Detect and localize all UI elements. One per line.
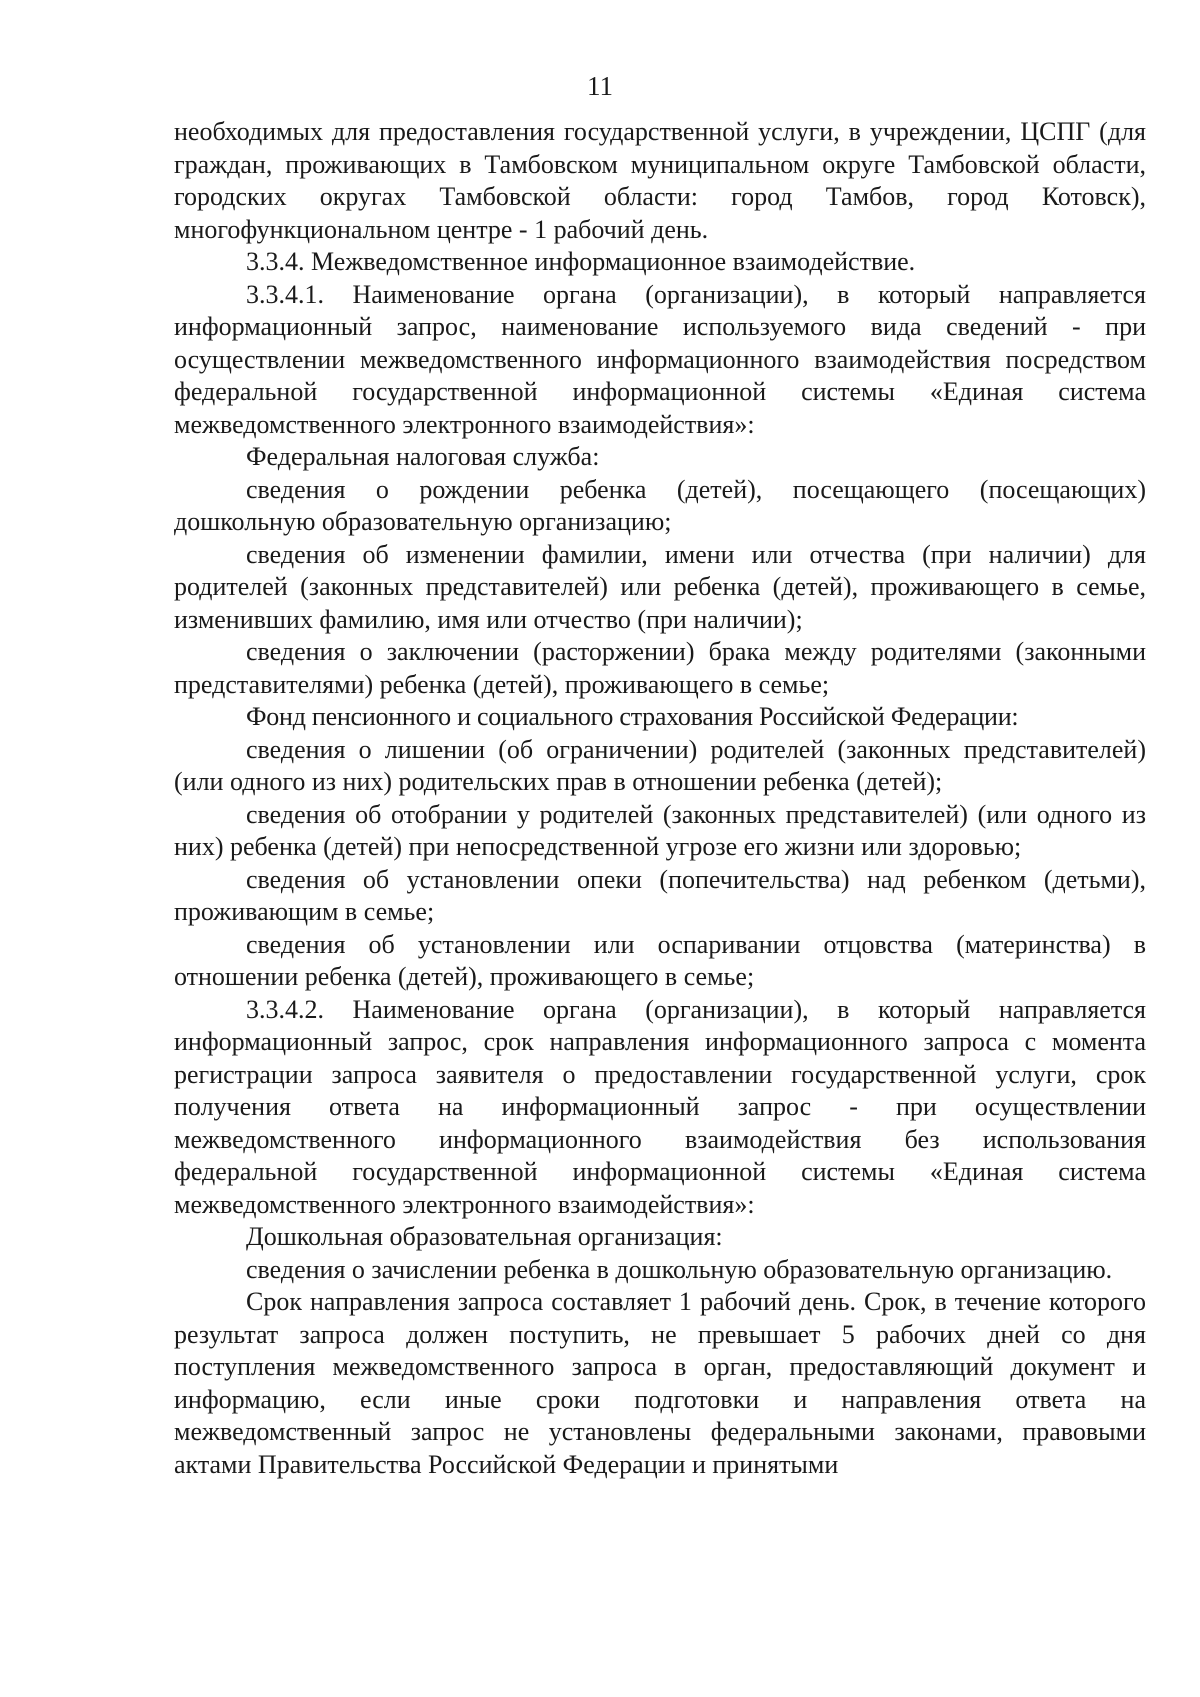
paragraph: 3.3.4.2. Наименование органа (организации), в который направляется информационный запрос, срок направления информационного запроса с момента регистрации запроса заявителя о предоставлении государственной услуги, срок получения ответа на информационный запрос - при осуществлении межведомственного информационного взаимодействия без использования федеральной государственной информационной системы «Единая система межведомственного электронного взаимодействия»: [174, 994, 1146, 1219]
list-item: сведения об установлении или оспаривании отцовства (материнства) в отношении ребенка (детей), проживающего в семье; [174, 929, 1146, 991]
document-body [174, 116, 1146, 1481]
agency-heading: Федеральная налоговая служба: [246, 442, 600, 471]
list-item: сведения об установлении опеки (попечительства) над ребенком (детьми), проживающим в семье; [174, 864, 1146, 926]
list-item: сведения о заключении (расторжении) брака между родителями (законными представителями) ребенка (детей), проживающего в семье; [174, 637, 1146, 699]
paragraph: 3.3.4.1. Наименование органа (организации), в который направляется информационный запрос, наименование используемого вида сведений - при осуществлении межведомственного информационного взаимодействия посредством федеральной государственной информационной системы «Единая система межведомственного электронного взаимодействия»: [174, 279, 1146, 439]
paragraph: необходимых для предоставления государственной услуги, в учреждении, ЦСПГ (для граждан, проживающих в Тамбовском муниципальном округе Тамбовской области, городских округах Тамбовской области: город Тамбов, город Котовск), многофункциональном центре - 1 рабочий день. [174, 117, 1146, 244]
section-heading-3-3-4: 3.3.4. Межведомственное информационное взаимодействие. [246, 247, 916, 276]
paragraph: Срок направления запроса составляет 1 рабочий день. Срок, в течение которого результат запроса должен поступить, не превышает 5 рабочих дней со дня поступления межведомственного запроса в орган, предоставляющий документ и информацию, если иные сроки подготовки и направления ответа на межведомственный запрос не установлены федеральными законами, правовыми актами Правительства Российской Федерации и принятыми [174, 1287, 1146, 1479]
list-item: сведения о рождении ребенка (детей), посещающего (посещающих) дошкольную образовательную организацию; [174, 474, 1146, 536]
agency-heading: Фонд пенсионного и социального страхования Российской Федерации: [246, 702, 1019, 731]
page-number: 11 [587, 71, 613, 101]
list-item: сведения о лишении (об ограничении) родителей (законных представителей) (или одного из них) родительских прав в отношении ребенка (детей); [174, 734, 1146, 796]
agency-heading: Дошкольная образовательная организация: [246, 1222, 723, 1251]
list-item: сведения об изменении фамилии, имени или отчества (при наличии) для родителей (законных представителей) или ребенка (детей), проживающего в семье, изменивших фамилию, имя или отчество (при наличии); [174, 539, 1146, 634]
list-item: сведения о зачислении ребенка в дошкольную образовательную организацию. [246, 1254, 1113, 1284]
list-item: сведения об отобрании у родителей (законных представителей) (или одного из них) ребенка (детей) при непосредственной угрозе его жизни или здоровью; [174, 799, 1146, 861]
